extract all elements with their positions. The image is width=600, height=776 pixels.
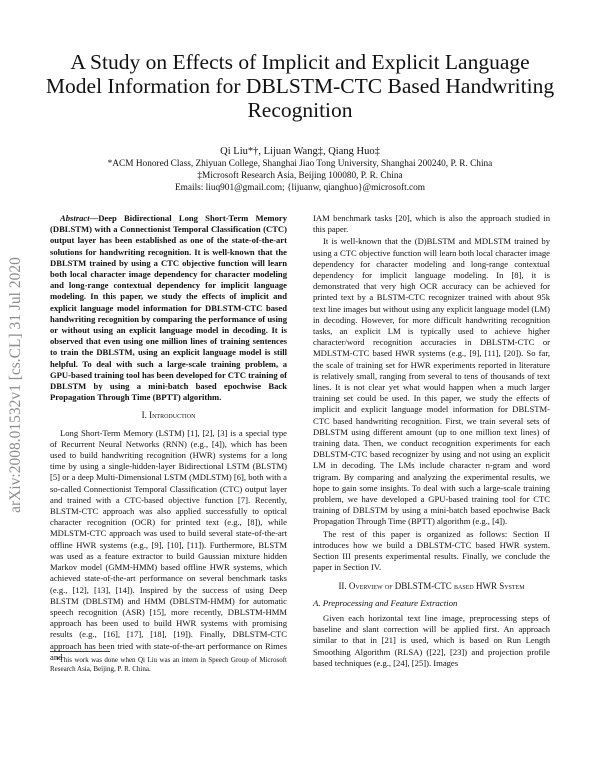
- body-paragraph: It is well-known that the (D)BLSTM and MDLSTM trained by using a CTC objective function will learn both local character image dependency for character modeling and long-range contextual dependency for implicit language modeling. In [8], it is demonstrated that very high OCR accuracy can be achieved for printed text by a BLSTM-CTC recognizer trained with about 95k text line images but without using any explicit language model (LM) in decoding. However, for more difficult handwriting recognition tasks, an explicit LM is typically used to achieve higher character/word recognition accuracies in DBLSTM-CTC or MDLSTM-CTC based HWR systems (e.g., [9], [11], [20]). So far, the scale of training set for HWR experiments reported in literature is relatively small, ranging from several to tens of thousands of text lines. It is not clear yet what would happen when a much larger training set could be used. In this paper, we study the effects of implicit and explicit language model information for DBLSTM-CTC based handwriting recognition. First, we train several sets of DBLSTM using different amount (up to one million text lines) of training data. Then, we conduct recognition experiments for each DBLSTM-CTC based recognizer by using and not using an explicit LM in decoding. The LMs include character n-gram and word trigram. By comparing and analyzing the experimental results, we hope to gain some insights. To deal with such a large-scale training problem, we have developed a GPU-based training tool for CTC training of DBLSTM by using a mini-batch based epochwise Back Propagation Through Time (BPTT) algorithm (e.g., [4]).: [313, 236, 550, 527]
- abstract-text: —Deep Bidirectional Long Short-Term Memory (DBLSTM) with a Connectionist Temporal Classification (CTC) output layer has been established as one of the state-of-the-art solutions for handwriting recognition. It is well-known that the DBLSTM trained by using a CTC objective function will learn both local character image dependency for character modeling and long-range contextual dependency for implicit language modeling. In this paper, we study the effects of implicit and explicit language model information for DBLSTM-CTC based handwriting recognition by comparing the performance of using or without using an explicit language model in decoding. It is observed that even using one million lines of training sentences to train the DBLSTM, using an explicit language model is still helpful. To deal with such a large-scale training problem, a GPU-based training tool has been developed for CTC training of DBLSTM by using a mini-batch based epochwise Back Propagation Through Time (BPTT) algorithm.: [50, 213, 287, 403]
- abstract-lead: Abstract: [60, 213, 90, 223]
- left-column: [50, 213, 287, 664]
- subsection-heading-preprocessing: A. Preprocessing and Feature Extraction: [313, 597, 458, 608]
- arxiv-stamp: [8, 175, 24, 595]
- right-column: [313, 213, 550, 670]
- footnote-text: *This work was done when Qi Liu was an intern in Speech Group of Microsoft Research Asia, Beijing, P. R. China.: [50, 656, 287, 673]
- section-heading-overview: II. Overview of DBLSTM-CTC based HWR System: [338, 580, 525, 591]
- section-heading-introduction: I. Introduction: [141, 410, 196, 421]
- affiliation-line: ‡Microsoft Research Asia, Beijing 100080, P. R. China: [197, 171, 403, 181]
- body-paragraph: IAM benchmark tasks [20], which is also the approach studied in this paper.: [313, 213, 550, 235]
- footnote-rule: [50, 651, 110, 652]
- footnote: [50, 656, 287, 674]
- affiliations: [40, 158, 560, 194]
- arxiv-id: arXiv:2008.01532v1 [cs.CL] 31 Jul 2020: [7, 257, 24, 513]
- intro-paragraph: Long Short-Term Memory (LSTM) [1], [2], [3] is a special type of Recurrent Neural Networks (RNN) (e.g., [4]), which has been used to build handwriting recognition (HWR) systems for a long time by using a single-hidden-layer Bidirectional LSTM (BLSTM) [5] or a deep Multi-Dimensional LSTM (MDLSTM) [6], both with a so-called Connectionist Temporal Classification (CTC) output layer and trained with a CTC-based objective function [7]. Recently, BLSTM-CTC approach was also applied successfully to optical character recognition (OCR) for printed text (e.g., [8]), while MDLSTM-CTC approach was used to build several state-of-the-art offline HWR systems (e.g., [9], [10], [11]). Furthermore, BLSTM was used as a feature extractor to build Gaussian mixture hidden Markov model (GMM-HMM) based offline HWR systems, which achieved state-of-the-art performance on several benchmark tasks (e.g., [12], [13], [14]). Inspired by the success of using Deep BLSTM (DBLSTM) and HMM (DBLSTM-HMM) for automatic speech recognition (ASR) [15], more recently, DBLSTM-HMM approach has been used to build HWR systems with promising results (e.g., [16], [17], [18], [19]). Finally, DBLSTM-CTC approach has been tried with state-of-the-art performance on Rimes and: [50, 427, 287, 662]
- paper-title: A Study on Effects of Implicit and Explicit Language Model Information for DBLSTM-CTC Based Handwriting Recognition: [45, 50, 555, 122]
- affiliation-line: *ACM Honored Class, Zhiyuan College, Shanghai Jiao Tong University, Shanghai 200240, P. R. China: [107, 159, 493, 169]
- abstract: [50, 213, 287, 403]
- email-line: Emails: liuq901@gmail.com; {lijuanw, qianghuo}@microsoft.com: [174, 183, 426, 193]
- body-paragraph: The rest of this paper is organized as follows: Section II introduces how we build a DBLSTM-CTC based HWR system. Section III presents experimental results. Finally, we conclude the paper in Section IV.: [313, 528, 550, 573]
- author-list: Qi Liu*†, Lijuan Wang‡, Qiang Huo‡: [220, 146, 380, 157]
- body-paragraph: Given each horizontal text line image, preprocessing steps of baseline and slant correction will be applied first. An approach similar to that in [21] is used, which is based on Run Length Smoothing Algorithm (RLSA) ([22], [23]) and projection profile based techniques (e.g., [24], [25]). Images: [313, 612, 550, 668]
